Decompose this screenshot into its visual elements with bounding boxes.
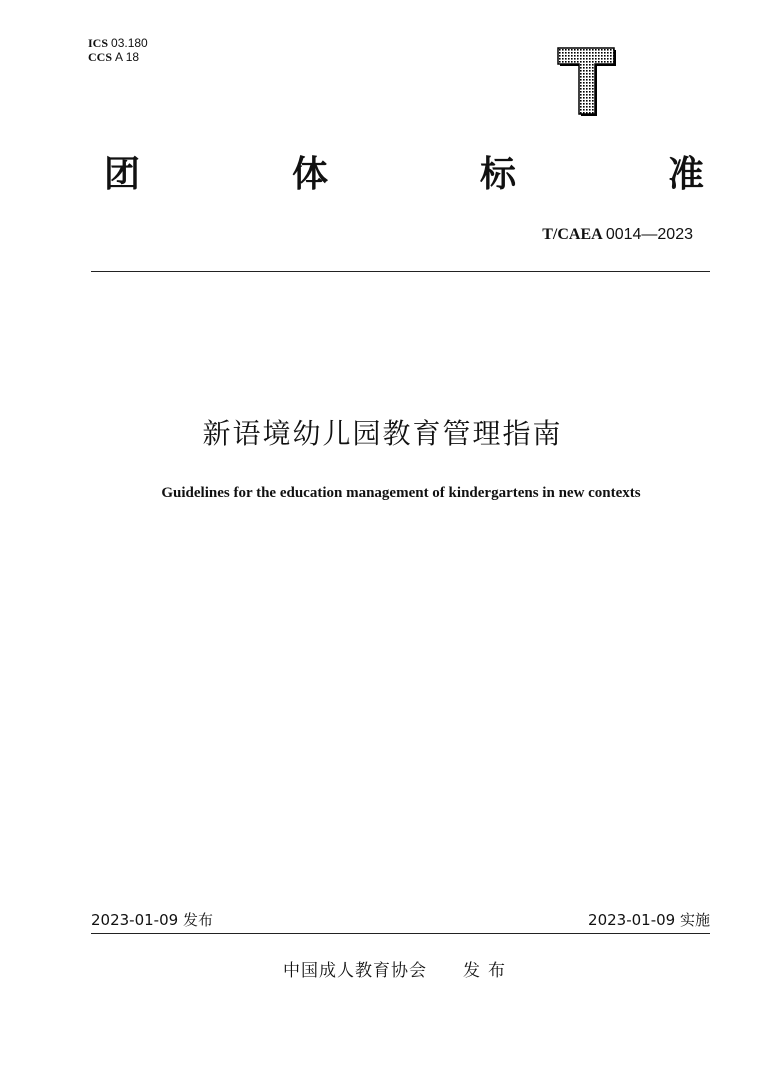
ccs-value: A 18 <box>115 50 140 64</box>
standard-type-char: 团 <box>104 154 141 195</box>
publish-date: 2023-01-09 发布 <box>91 911 213 929</box>
standard-number-prefix: T/CAEA <box>542 226 602 243</box>
standard-number <box>542 226 693 244</box>
english-title: Guidelines for the education management of kindergartens in new contexts <box>161 485 641 501</box>
implement-date: 2023-01-09 实施 <box>588 911 710 929</box>
top-divider <box>91 271 710 272</box>
issuer <box>283 956 513 981</box>
ccs-code <box>88 50 148 64</box>
ics-value: 03.180 <box>111 36 148 50</box>
standard-t-logo-icon <box>556 46 618 118</box>
standard-number-value: 0014—2023 <box>605 226 693 243</box>
classification-codes <box>88 36 148 64</box>
standard-type-heading <box>104 150 704 200</box>
standard-type-char: 准 <box>667 154 704 195</box>
chinese-title: 新语境幼儿园教育管理指南 <box>202 417 563 450</box>
ics-label: ICS <box>88 36 109 50</box>
ics-code <box>88 36 148 50</box>
ccs-label: CCS <box>88 50 113 64</box>
standard-type-char: 标 <box>479 154 516 195</box>
standard-type-char: 体 <box>291 154 328 195</box>
issuer-verb: 发布 <box>463 961 513 981</box>
bottom-divider <box>91 933 710 934</box>
issuer-name: 中国成人教育协会 <box>283 961 427 981</box>
